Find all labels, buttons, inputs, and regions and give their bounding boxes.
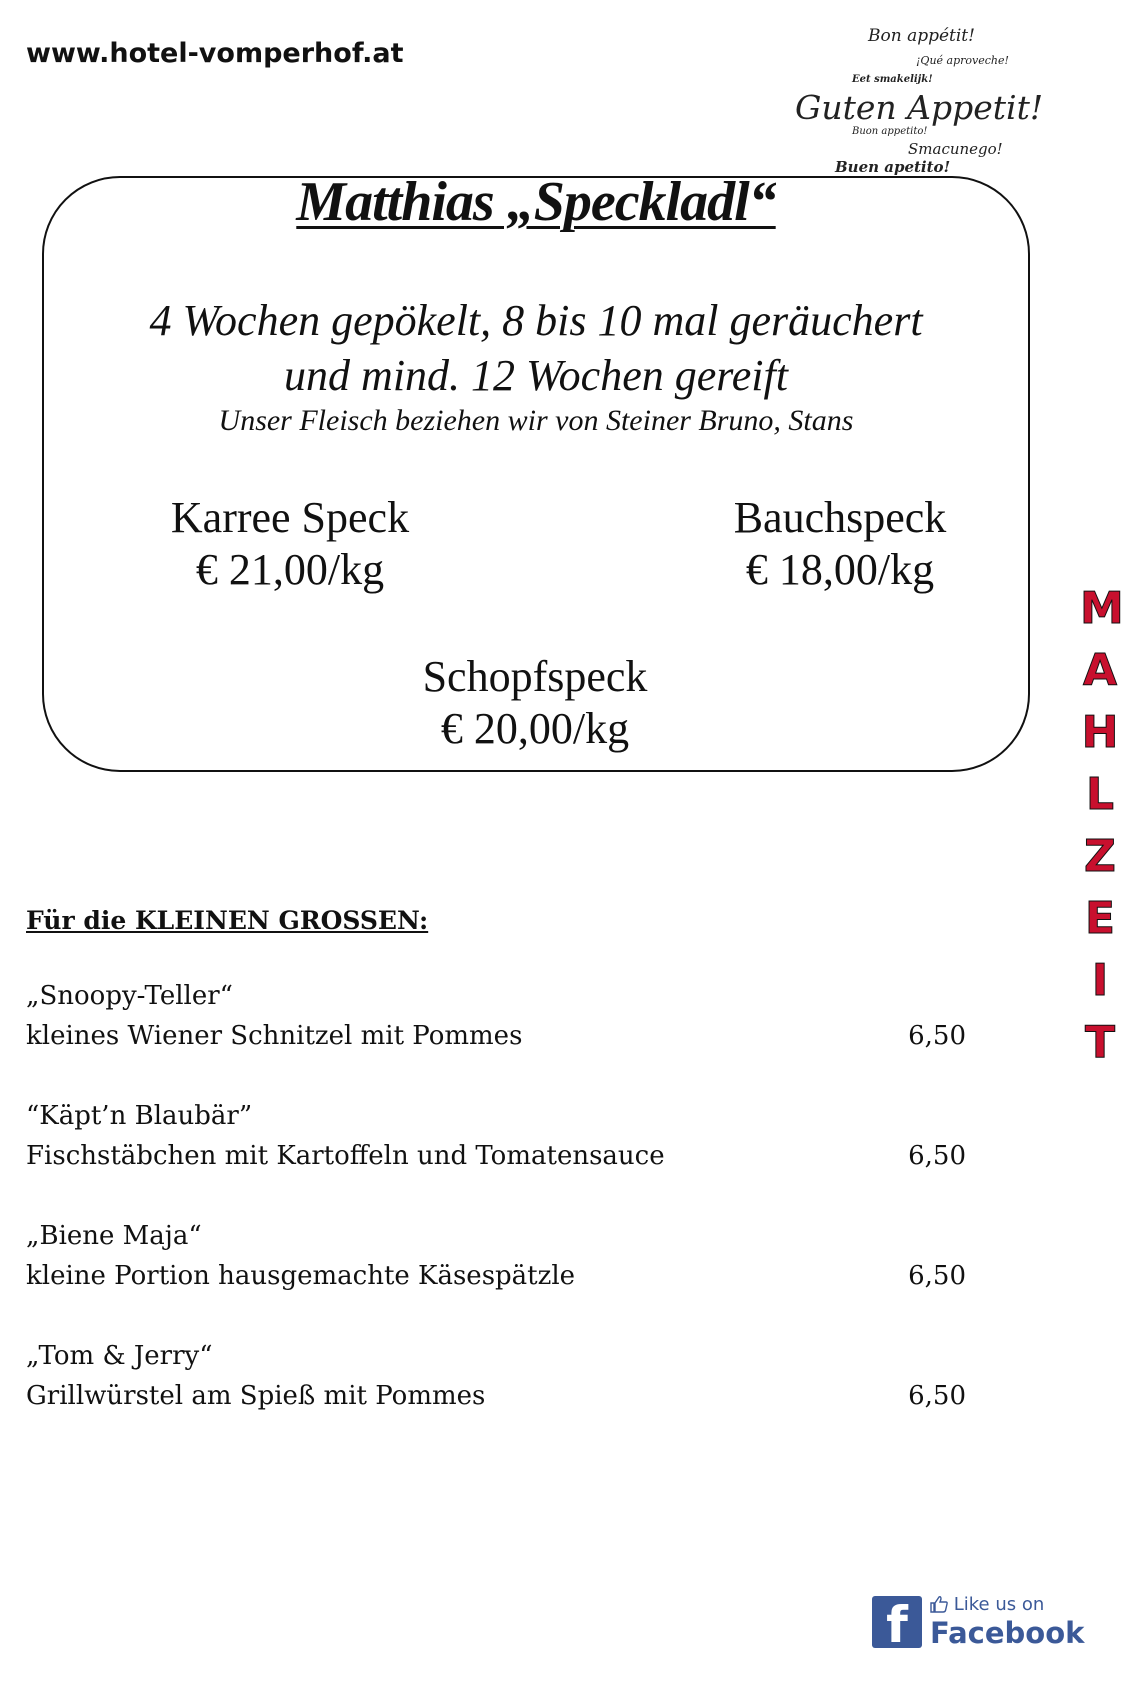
dish-name: „Tom & Jerry“ [26, 1341, 213, 1371]
appetit-phrase: Eet smakelijk! [852, 74, 933, 85]
speck-item-price: € 21,00/kg [195, 545, 385, 594]
dish-price: 6,50 [908, 1261, 966, 1291]
dish-description: kleine Portion hausgemachte Käsespätzle [26, 1261, 576, 1291]
appetit-phrase: Guten Appetit! [795, 88, 1044, 127]
dish-price: 6,50 [908, 1381, 966, 1411]
facebook-wordmark: Facebook [930, 1616, 1085, 1650]
speck-description-line-1: 4 Wochen gepökelt, 8 bis 10 mal geräuchert [149, 296, 923, 345]
mahlzeit-letter: T [1084, 1017, 1115, 1068]
mahlzeit-letter: Z [1084, 831, 1116, 882]
speck-item-price: € 18,00/kg [745, 545, 935, 594]
mahlzeit-letter: A [1082, 645, 1118, 696]
speck-item-schopf [395, 651, 675, 755]
mahlzeit-vertical-word [1080, 578, 1124, 1074]
mahlzeit-letter: M [1080, 583, 1124, 634]
facebook-like-badge[interactable] [872, 1594, 1085, 1652]
dish-description: kleines Wiener Schnitzel mit Pommes [26, 1021, 523, 1051]
website-url: www.hotel-vomperhof.at [26, 38, 404, 69]
dish-description: Fischstäbchen mit Kartoffeln und Tomatensauce [26, 1141, 665, 1171]
speck-description-line-2: und mind. 12 Wochen gereift [284, 351, 788, 400]
dish-name: „Biene Maja“ [26, 1221, 202, 1251]
appetit-phrase: Bon appétit! [868, 26, 975, 46]
thumbs-up-icon [930, 1595, 948, 1613]
dish-price: 6,50 [908, 1021, 966, 1051]
speck-item-name: Bauchspeck [733, 493, 947, 542]
mahlzeit-letter: H [1081, 707, 1119, 758]
dish-price: 6,50 [908, 1141, 966, 1171]
mahlzeit-letter: I [1091, 955, 1109, 1006]
appetit-phrase: ¡Qué aproveche! [916, 54, 1009, 67]
menu-dish [26, 1096, 966, 1176]
speck-supplier-note: Unser Fleisch beziehen wir von Steiner Bruno, Stans [218, 404, 854, 437]
appetit-phrase: Smacunego! [908, 140, 1003, 158]
menu-dish [26, 1336, 966, 1416]
dish-name: “Käpt’n Blaubär” [26, 1101, 253, 1131]
dish-description: Grillwürstel am Spieß mit Pommes [26, 1381, 486, 1411]
facebook-logo-icon: f [872, 1596, 922, 1648]
dish-name: „Snoopy-Teller“ [26, 981, 233, 1011]
appetit-phrase: Buon appetito! [852, 126, 928, 137]
speck-item-bauch [700, 492, 980, 596]
speck-item-name: Karree Speck [170, 493, 410, 542]
kids-menu-heading: Für die KLEINEN GROSSEN: [26, 906, 429, 935]
menu-dish [26, 976, 966, 1056]
speck-item-price: € 20,00/kg [440, 704, 630, 753]
menu-dish [26, 1216, 966, 1296]
mahlzeit-letter: L [1085, 769, 1115, 820]
mahlzeit-letter: E [1084, 893, 1116, 944]
speck-item-name: Schopfspeck [422, 652, 648, 701]
appetit-phrase: Buen apetito! [835, 158, 951, 176]
speck-box-title: Matthias „Speckladl“ [296, 171, 776, 233]
appetit-graphic [790, 18, 1080, 178]
speck-item-karree [150, 492, 430, 596]
facebook-like-label: Like us on [930, 1594, 1044, 1615]
